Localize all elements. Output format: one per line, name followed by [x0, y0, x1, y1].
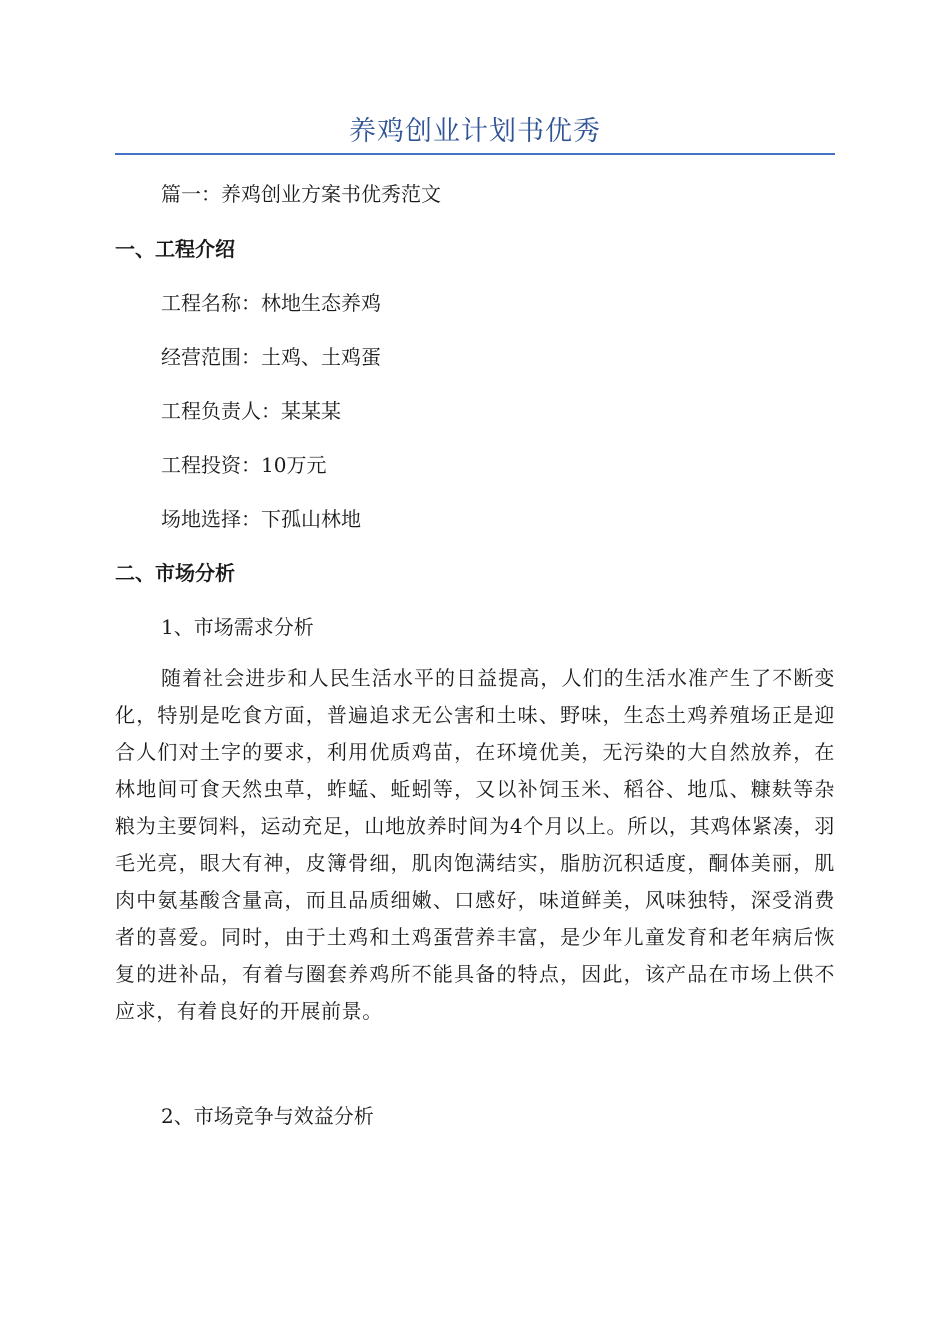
section-heading-project-intro: 一、工程介绍: [115, 237, 235, 261]
site-selection-line: 场地选择：下孤山林地: [161, 507, 361, 531]
project-investment-line: 工程投资：10万元: [161, 453, 327, 477]
project-leader-line: 工程负责人：某某某: [161, 399, 341, 423]
section-heading-market-analysis: 二、市场分析: [115, 561, 235, 585]
project-name-line: 工程名称：林地生态养鸡: [161, 291, 381, 315]
document-page: [115, 0, 835, 1344]
market-demand-paragraph: 随着社会进步和人民生活水平的日益提高，人们的生活水准产生了不断变化，特别是吃食方面，普遍追求无公害和土味、野味，生态土鸡养殖场正是迎合人们对土字的要求，利用优质鸡苗，在环境优美，无污染的大自然放养，在林地间可食天然虫草，蚱蜢、蚯蚓等，又以补饲玉米、稻谷、地瓜、糠麸等杂粮为主要饲料，运动充足，山地放养时间为4个月以上。所以，其鸡体紧凑，羽毛光亮，眼大有神，皮簿骨细，肌肉饱满结实，脂肪沉积适度，酮体美丽，肌肉中氨基酸含量高，而且品质细嫩、口感好，味道鲜美，风味独特，深受消费者的喜爱。同时，由于土鸡和土鸡蛋营养丰富，是少年儿童发育和老年病后恢复的进补品，有着与圈套养鸡所不能具备的特点，因此，该产品在市场上供不应求，有着良好的开展前景。: [115, 666, 835, 1023]
document-title: 养鸡创业计划书优秀: [349, 116, 601, 147]
subheading-market-competition: 2、市场竞争与效益分析: [161, 1104, 374, 1128]
title-underline: [115, 153, 835, 155]
document-subtitle: 篇一：养鸡创业方案书优秀范文: [161, 182, 441, 206]
subheading-market-demand: 1、市场需求分析: [161, 615, 314, 639]
business-scope-line: 经营范围：土鸡、土鸡蛋: [161, 345, 381, 369]
